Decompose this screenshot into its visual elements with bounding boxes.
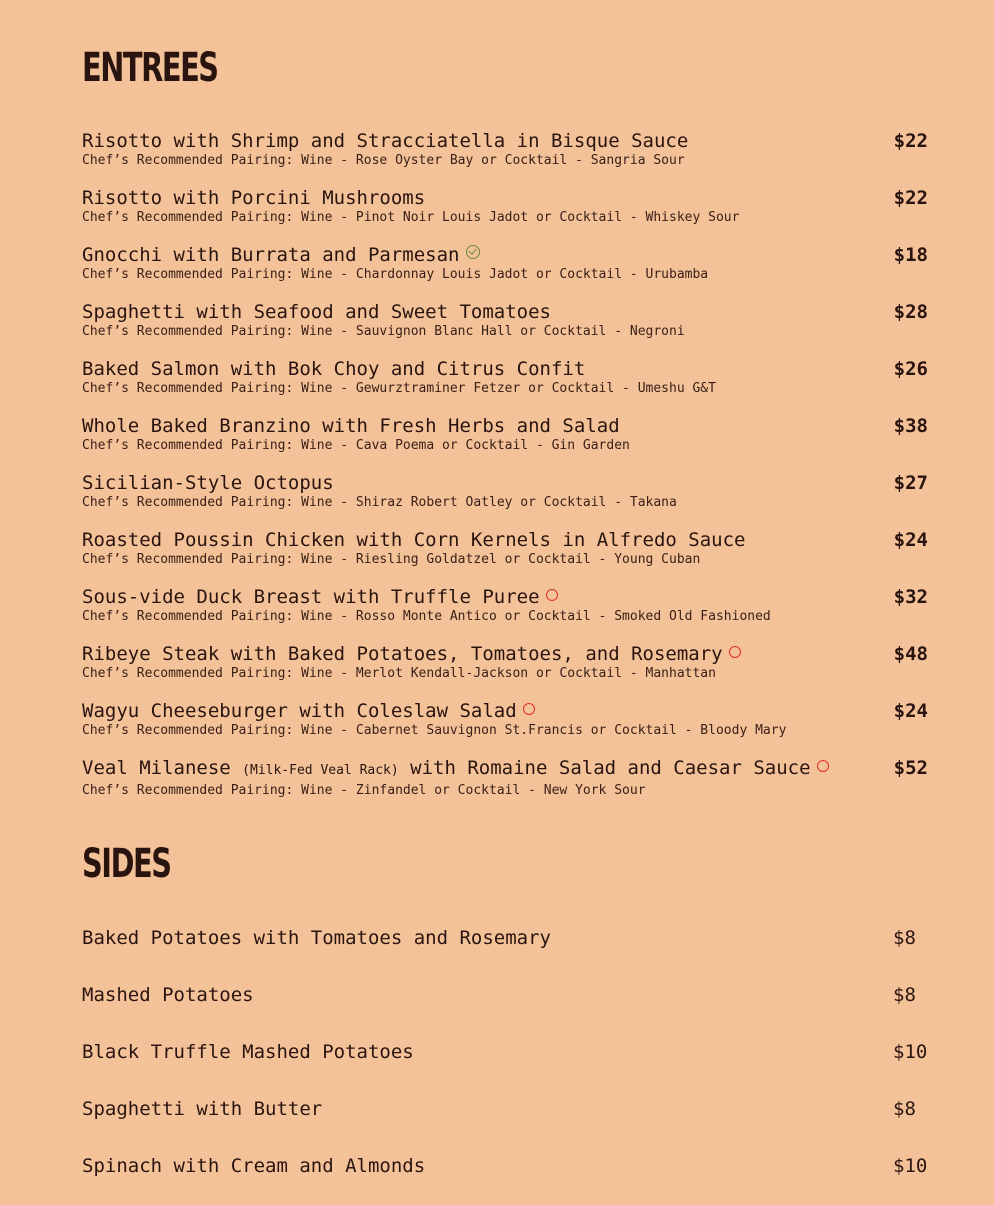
circle-icon (729, 646, 741, 658)
entree-name: Spaghetti with Seafood and Sweet Tomatoes (82, 301, 551, 323)
side-price: $10 (893, 1041, 928, 1063)
side-name: Black Truffle Mashed Potatoes (82, 1041, 414, 1063)
entree-pairing: Chef’s Recommended Pairing: Wine - Cava Poema or Cocktail - Gin Garden (82, 438, 630, 453)
entree-item (82, 470, 928, 527)
entree-name-row (82, 698, 928, 724)
entree-price: $52 (893, 757, 928, 779)
entree-item (82, 128, 928, 185)
entree-item (82, 584, 928, 641)
entree-name: Veal Milanese (82, 757, 231, 779)
entree-pairing: Chef’s Recommended Pairing: Wine - Rosso Monte Antico or Cocktail - Smoked Old Fashioned (82, 609, 771, 624)
entree-name: Risotto with Shrimp and Stracciatella in Bisque Sauce (82, 130, 689, 152)
entree-price: $38 (893, 415, 928, 437)
entree-pairing: Chef’s Recommended Pairing: Wine - Shiraz Robert Oatley or Cocktail - Takana (82, 495, 677, 510)
side-name: Mashed Potatoes (82, 984, 254, 1006)
entree-pairing: Chef’s Recommended Pairing: Wine - Zinfandel or Cocktail - New York Sour (82, 783, 646, 798)
entree-pairing: Chef’s Recommended Pairing: Wine - Merlot Kendall-Jackson or Cocktail - Manhattan (82, 666, 716, 681)
entree-price: $27 (893, 472, 928, 494)
side-price: $10 (893, 1155, 928, 1177)
entree-name-row (82, 641, 928, 667)
entree-name: Gnocchi with Burrata and Parmesan (82, 244, 460, 266)
entree-item (82, 755, 928, 812)
entree-pairing: Chef’s Recommended Pairing: Wine - Cabernet Sauvignon St.Francis or Cocktail - Bloody Mary (82, 723, 787, 738)
entree-item (82, 413, 928, 470)
entree-name: Ribeye Steak with Baked Potatoes, Tomatoes, and Rosemary (82, 643, 723, 665)
entree-price: $26 (893, 358, 928, 380)
entree-name-row (82, 584, 928, 610)
entree-price: $32 (893, 586, 928, 608)
side-item (82, 1091, 928, 1148)
entree-pairing: Chef’s Recommended Pairing: Wine - Pinot Noir Louis Jadot or Cocktail - Whiskey Sour (82, 210, 740, 225)
entree-pairing: Chef’s Recommended Pairing: Wine - Gewurztraminer Fetzer or Cocktail - Umeshu G&T (82, 381, 716, 396)
entree-price: $22 (893, 130, 928, 152)
sides-list (82, 920, 928, 1205)
entree-name: Roasted Poussin Chicken with Corn Kernels in Alfredo Sauce (82, 529, 746, 551)
entree-price: $24 (893, 529, 928, 551)
entree-price: $28 (893, 301, 928, 323)
entree-item (82, 185, 928, 242)
side-name: Spaghetti with Butter (82, 1098, 323, 1120)
circle-icon (817, 760, 829, 772)
entree-name: Whole Baked Branzino with Fresh Herbs and Salad (82, 415, 620, 437)
side-price: $8 (893, 1098, 916, 1120)
side-item (82, 920, 928, 977)
entree-name: Wagyu Cheeseburger with Coleslaw Salad (82, 700, 517, 722)
entree-price: $48 (893, 643, 928, 665)
entrees-list (82, 128, 928, 812)
side-item (82, 1148, 928, 1205)
entrees-heading: ENTREES (82, 45, 218, 91)
side-item (82, 1034, 928, 1091)
entree-price: $18 (893, 244, 928, 266)
entree-item (82, 242, 928, 299)
side-price: $8 (893, 927, 916, 949)
entree-name-rest: with Romaine Salad and Caesar Sauce (410, 757, 811, 779)
sides-heading: SIDES (82, 841, 171, 887)
side-item (82, 977, 928, 1034)
entree-name: Sous-vide Duck Breast with Truffle Puree (82, 586, 540, 608)
entree-pairing: Chef’s Recommended Pairing: Wine - Sauvignon Blanc Hall or Cocktail - Negroni (82, 324, 685, 339)
entree-name-row (82, 755, 928, 784)
entree-item (82, 299, 928, 356)
entree-item (82, 698, 928, 755)
entree-name: Baked Salmon with Bok Choy and Citrus Confit (82, 358, 586, 380)
entree-pairing: Chef’s Recommended Pairing: Wine - Riesling Goldatzel or Cocktail - Young Cuban (82, 552, 701, 567)
circle-icon (546, 589, 558, 601)
side-price: $8 (893, 984, 916, 1006)
entree-name-subtitle: (Milk-Fed Veal Rack) (242, 763, 399, 778)
entree-item (82, 641, 928, 698)
entree-name: Sicilian-Style Octopus (82, 472, 334, 494)
entree-price: $22 (893, 187, 928, 209)
entree-item (82, 356, 928, 413)
entree-name: Risotto with Porcini Mushrooms (82, 187, 426, 209)
entree-name-row (82, 242, 928, 268)
vegetarian-icon (466, 245, 480, 259)
entree-pairing: Chef’s Recommended Pairing: Wine - Chardonnay Louis Jadot or Cocktail - Urubamba (82, 267, 709, 282)
side-name: Baked Potatoes with Tomatoes and Rosemary (82, 927, 551, 949)
side-name: Spinach with Cream and Almonds (82, 1155, 426, 1177)
entree-item (82, 527, 928, 584)
circle-icon (523, 703, 535, 715)
entree-price: $24 (893, 700, 928, 722)
entree-pairing: Chef’s Recommended Pairing: Wine - Rose Oyster Bay or Cocktail - Sangria Sour (82, 153, 685, 168)
